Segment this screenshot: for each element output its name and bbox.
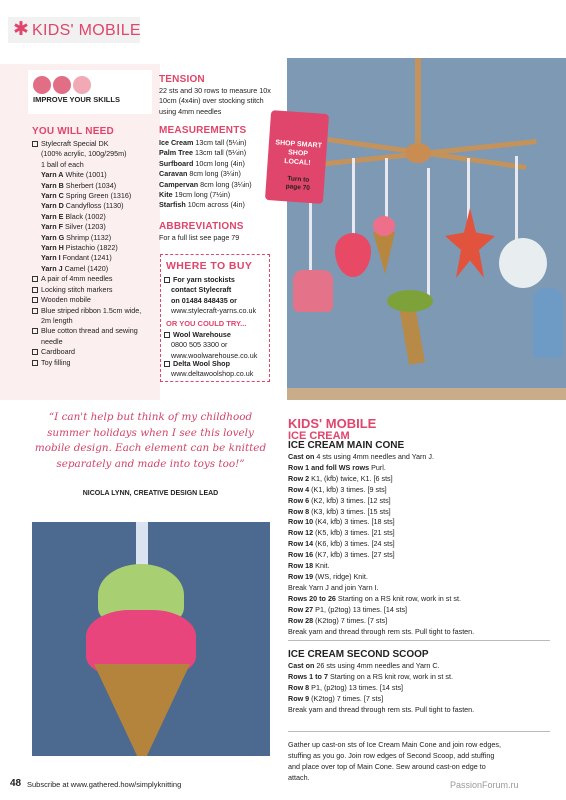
- row-text: (K5, kfb) 3 times. [21 sts]: [313, 528, 395, 538]
- row-label: Row 6: [288, 495, 310, 505]
- row-text: P1, (p2tog) 13 times. [14 sts]: [313, 604, 408, 614]
- item-text: 22 sts and 30 rows to measure 10x: [159, 86, 271, 95]
- pattern-row: [288, 705, 550, 716]
- row-text: Purl.: [369, 462, 386, 472]
- measurements-heading: MEASUREMENTS: [159, 125, 247, 136]
- materials-item: [32, 306, 154, 316]
- abbreviations-heading: ABBREVIATIONS: [159, 221, 244, 232]
- item-text: 13cm tall (5¼in): [192, 148, 247, 158]
- row-text: Starting on a RS knit row, work in st st.: [335, 593, 461, 603]
- materials-item: [32, 274, 154, 284]
- stockist-line: [164, 275, 268, 285]
- try-heading: OR YOU COULD TRY...: [166, 319, 247, 328]
- materials-line: [32, 160, 154, 170]
- page-number: 48: [10, 778, 22, 789]
- pattern-row: [288, 550, 550, 561]
- tension-text: [159, 86, 287, 117]
- shop-text: www.woolwarehouse.co.uk: [171, 350, 258, 360]
- item-text: using 4mm needles: [159, 106, 222, 116]
- item-text: Candyfloss (1130): [63, 201, 124, 211]
- item-name: Caravan: [159, 169, 188, 179]
- stockists-text: [164, 275, 268, 317]
- where-to-buy-heading: WHERE TO BUY: [166, 260, 253, 272]
- badge-line: SHOP SMART: [275, 139, 323, 150]
- row-label: Row 8: [288, 682, 310, 692]
- shop-text: 0800 505 3300 or: [171, 340, 228, 350]
- item-text: Blue striped ribbon 1.5cm wide,: [41, 305, 142, 315]
- materials-item: [32, 337, 154, 347]
- row-label: Row 18: [288, 561, 314, 571]
- row-text: (K7, kfb) 3 times. [27 sts]: [313, 550, 395, 560]
- skills-label: IMPROVE YOUR SKILLS: [33, 95, 120, 104]
- main-cone-instructions: [288, 452, 550, 637]
- shop-line: [164, 369, 268, 379]
- badge-turn-line: page 70: [285, 183, 311, 192]
- yarn-item: [32, 201, 154, 211]
- item-text: Toy filling: [41, 357, 71, 367]
- second-scoop-heading: ICE CREAM SECOND SCOOP: [288, 649, 429, 660]
- item-name: Starfish: [159, 200, 186, 210]
- tension-line: [159, 107, 287, 117]
- second-scoop-instructions: [288, 661, 550, 716]
- row-text: (K2tog) 7 times. [7 sts]: [313, 615, 388, 625]
- row-text: Break yarn and thread through rem sts. Pull tight to fasten.: [288, 704, 475, 714]
- tension-line: [159, 96, 287, 106]
- item-text: 10cm long (4in): [193, 158, 245, 168]
- ice-cream-photo: [32, 522, 270, 756]
- row-text: (WS, ridge) Knit.: [313, 571, 368, 581]
- yarn-item: [32, 222, 154, 232]
- pattern-title: KIDS' MOBILE: [288, 416, 377, 431]
- item-text: Camel (1420): [62, 263, 109, 273]
- row-text: P1, (p2tog) 13 times. [14 sts]: [309, 682, 404, 692]
- row-text: 4 sts using 4mm needles and Yarn J.: [314, 452, 434, 461]
- you-will-need-heading: YOU WILL NEED: [32, 126, 114, 137]
- pattern-row: [288, 672, 550, 683]
- pattern-row: [288, 605, 550, 616]
- pattern-row: [288, 594, 550, 605]
- item-text: Silver (1203): [62, 222, 106, 232]
- row-text: (K6, kfb) 3 times. [24 sts]: [313, 539, 395, 549]
- materials-item: [32, 316, 154, 326]
- stockist-text: For yarn stockists: [173, 275, 235, 284]
- materials-item: [32, 285, 154, 295]
- item-text: 13cm tall (5¼in): [193, 138, 247, 147]
- materials-item: [32, 326, 154, 336]
- pattern-row: [288, 517, 550, 528]
- item-name: Palm Tree: [159, 148, 193, 158]
- item-name: Surfboard: [159, 158, 194, 168]
- checkbox-icon: [32, 328, 38, 334]
- stockist-text: on 01484 848435 or: [171, 295, 237, 305]
- stockist-line: [164, 285, 268, 295]
- item-text: Wooden mobile: [41, 295, 91, 305]
- row-label: Row 27: [288, 604, 314, 614]
- row-label: Row 2: [288, 473, 310, 483]
- item-text: 8cm long (3¼in): [198, 179, 252, 189]
- yarn-item: [32, 253, 154, 263]
- checkbox-icon: [32, 349, 38, 355]
- row-label: Row 12: [288, 528, 314, 538]
- materials-list: [32, 139, 154, 368]
- row-text: Break Yarn J and join Yarn I.: [288, 582, 379, 592]
- checkbox-icon: [32, 287, 38, 293]
- yarn-item: [32, 264, 154, 274]
- pattern-row: [288, 561, 550, 572]
- item-text: Spring Green (1316): [63, 191, 132, 201]
- yarn-item: [32, 233, 154, 243]
- item-text: Cardboard: [41, 347, 75, 357]
- row-label: Row 10: [288, 517, 314, 527]
- row-text: (K3, kfb) 3 times. [15 sts]: [309, 506, 391, 516]
- checkbox-icon: [164, 361, 170, 367]
- pattern-row: [288, 583, 550, 594]
- yarn-ball-icon: [53, 76, 71, 94]
- item-text: 10cm (4x4in) over stocking stitch: [159, 96, 264, 106]
- item-name: Yarn I: [41, 253, 61, 263]
- checkbox-icon: [32, 297, 38, 303]
- row-text: (K1, kfb) 3 times. [9 sts]: [309, 484, 387, 494]
- pattern-row: [288, 485, 550, 496]
- checkbox-icon: [32, 276, 38, 282]
- materials-item: [32, 347, 154, 357]
- badge-turn-line: Turn to: [287, 175, 310, 184]
- stockist-text: www.stylecraft-yarns.co.uk: [171, 306, 257, 316]
- pattern-row: [288, 627, 550, 638]
- row-text: (K2, kfb) 3 times. [12 sts]: [309, 495, 391, 505]
- row-label: Cast on: [288, 661, 315, 670]
- finish-line: and place over top of Main Cone. Sew around cast-on edge to: [288, 761, 486, 771]
- row-label: Rows 20 to 26: [288, 593, 336, 603]
- row-label: Row 28: [288, 615, 314, 625]
- item-text: Locking stitch markers: [41, 284, 113, 294]
- materials-line: [32, 139, 154, 149]
- item-name: Yarn G: [41, 232, 65, 242]
- shop-line: [164, 340, 268, 350]
- pattern-row: [288, 496, 550, 507]
- pattern-row: [288, 507, 550, 518]
- stockist-text: contact Stylecraft: [171, 285, 232, 295]
- item-text: 2m length: [41, 315, 73, 325]
- finish-line: Gather up cast-on sts of Ice Cream Main Cone and join row edges,: [288, 740, 501, 749]
- shop-line: [164, 359, 268, 369]
- finish-line: attach.: [288, 772, 310, 782]
- materials-line: [32, 149, 154, 159]
- row-text: (K4, kfb) 3 times. [18 sts]: [313, 517, 395, 527]
- materials-item: [32, 358, 154, 368]
- pattern-row: [288, 683, 550, 694]
- wool-warehouse-info: [164, 330, 268, 361]
- pattern-row: [288, 539, 550, 550]
- checkbox-icon: [32, 308, 38, 314]
- item-text: Fondant (1241): [60, 253, 112, 263]
- checkbox-icon: [164, 277, 170, 283]
- yarn-ball-icon: [73, 76, 91, 94]
- item-text: Stylecraft Special DK: [41, 139, 109, 148]
- shop-text: www.deltawoolshop.co.uk: [171, 369, 254, 379]
- tension-heading: TENSION: [159, 74, 205, 85]
- item-text: 8cm long (3¼in): [187, 169, 241, 179]
- quote-author: NICOLA LYNN, CREATIVE DESIGN LEAD: [82, 490, 219, 497]
- subscribe-link[interactable]: Subscribe at www.gathered.how/simplyknitting: [27, 780, 182, 789]
- pattern-row: [288, 474, 550, 485]
- badge-line: LOCAL!: [283, 158, 311, 167]
- item-name: Campervan: [159, 179, 199, 189]
- yarn-ball-icon: [33, 76, 51, 94]
- badge-line: SHOP: [287, 149, 309, 158]
- measurement-item: [159, 200, 287, 210]
- pattern-row: [288, 661, 550, 672]
- row-label: Rows 1 to 7: [288, 671, 328, 681]
- flower-icon: ✱: [13, 19, 29, 40]
- item-text: Sherbert (1034): [63, 180, 117, 190]
- item-name: Yarn D: [41, 201, 64, 211]
- yarn-item: [32, 170, 154, 180]
- section-divider: [288, 731, 550, 732]
- shop-line: [164, 330, 268, 340]
- checkbox-icon: [164, 332, 170, 338]
- stockist-line: [164, 306, 268, 316]
- item-text: Pistachio (1822): [63, 243, 118, 253]
- item-name: Yarn J: [41, 263, 63, 273]
- row-text: 26 sts using 4mm needles and Yarn C.: [314, 661, 440, 670]
- pattern-row: [288, 452, 550, 463]
- pattern-row: [288, 528, 550, 539]
- item-text: 10cm across (4in): [185, 200, 245, 210]
- item-name: Yarn H: [41, 243, 64, 253]
- checkbox-icon: [32, 141, 38, 147]
- item-name: Yarn F: [41, 222, 63, 232]
- item-text: 1 ball of each: [41, 159, 84, 169]
- item-name: Ice Cream: [159, 138, 194, 147]
- mobile-photo: [287, 58, 566, 400]
- row-label: Row 8: [288, 506, 310, 516]
- item-text: needle: [41, 336, 63, 346]
- shop-name: Wool Warehouse: [173, 330, 231, 339]
- pattern-row: [288, 694, 550, 705]
- item-text: Shrimp (1132): [64, 232, 112, 242]
- designer-quote: “I can't help but think of my childhood summer holidays when I see this lovely mobile design. Each element can be knitted separately and made into toys too!”: [34, 411, 267, 470]
- row-label: Row 9: [288, 693, 310, 703]
- item-text: A pair of 4mm needles: [41, 274, 113, 284]
- delta-wool-shop-info: [164, 359, 268, 380]
- item-name: Yarn C: [41, 191, 64, 201]
- page-section-title: KIDS' MOBILE: [32, 22, 141, 39]
- section-divider: [288, 640, 550, 641]
- item-text: (100% acrylic, 100g/295m): [41, 149, 127, 159]
- row-label: Row 14: [288, 539, 314, 549]
- row-label: Row 19: [288, 571, 314, 581]
- row-text: (K2tog) 7 times. [7 sts]: [309, 693, 384, 703]
- finish-line: stuffing as you go. Join row edges of Second Scoop, add stuffing: [288, 750, 495, 760]
- pattern-row: [288, 572, 550, 583]
- finishing-instructions: [288, 740, 550, 784]
- pattern-row: [288, 616, 550, 627]
- item-name: Kite: [159, 190, 173, 200]
- item-name: Yarn E: [41, 211, 64, 221]
- materials-item: [32, 295, 154, 305]
- row-label: Row 4: [288, 484, 310, 494]
- main-cone-heading: ICE CREAM MAIN CONE: [288, 440, 405, 451]
- item-name: Yarn B: [41, 180, 64, 190]
- abbreviations-text: For a full list see page 79: [159, 233, 240, 242]
- item-text: White (1001): [63, 170, 107, 180]
- yarn-item: [32, 181, 154, 191]
- pattern-row: [288, 463, 550, 474]
- watermark: PassionForum.ru: [450, 780, 519, 790]
- item-text: Blue cotton thread and sewing: [41, 326, 138, 336]
- item-text: Black (1002): [63, 211, 106, 221]
- row-label: Row 1 and foll WS rows: [288, 462, 370, 472]
- item-name: Yarn A: [41, 170, 64, 180]
- row-text: Knit.: [313, 561, 330, 571]
- item-text: 19cm long (7½in): [172, 190, 231, 200]
- badge-text: [269, 138, 327, 169]
- stockist-line: [164, 296, 268, 306]
- yarn-item: [32, 191, 154, 201]
- tension-line: [159, 86, 287, 96]
- row-label: Cast on: [288, 452, 315, 461]
- checkbox-icon: [32, 360, 38, 366]
- row-label: Row 16: [288, 550, 314, 560]
- row-text: Starting on a RS knit row, work in st st.: [327, 671, 453, 681]
- row-text: K1, (kfb) twice, K1. [6 sts]: [309, 473, 393, 483]
- row-text: Break yarn and thread through rem sts. Pull tight to fasten.: [288, 626, 475, 636]
- pattern-subtitle: ICE CREAM: [288, 430, 350, 442]
- yarn-item: [32, 243, 154, 253]
- shop-name: Delta Wool Shop: [173, 359, 230, 368]
- yarn-item: [32, 212, 154, 222]
